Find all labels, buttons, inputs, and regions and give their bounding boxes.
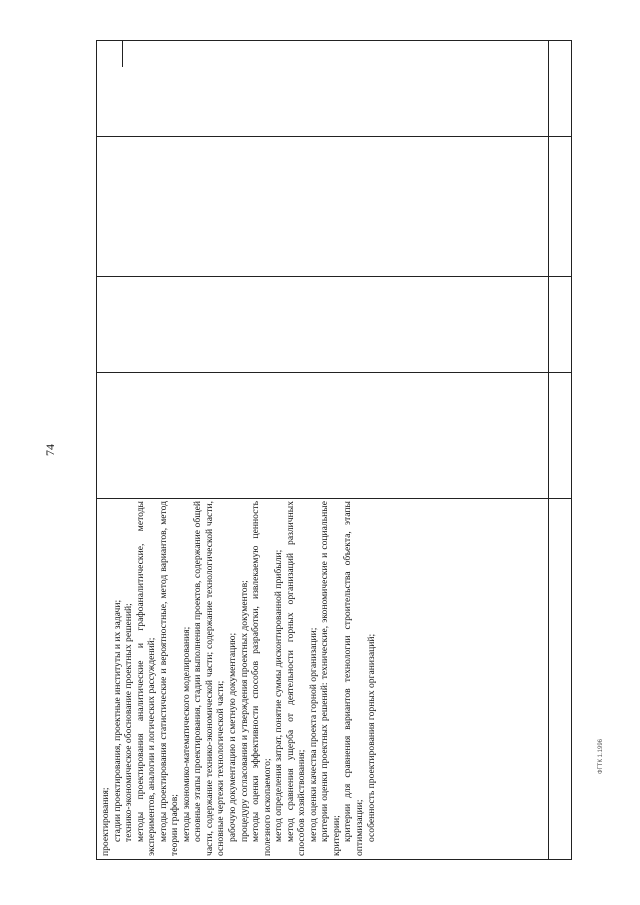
- list-item: методы проектирования аналитические и графоаналитические, методы экспериментов, аналогии и логических рассуждений;: [134, 501, 158, 856]
- content-cell: [99, 498, 569, 859]
- list-item: критерии оценки проектных решений: технические, экономические и социальные критерии;: [319, 501, 342, 856]
- footer-mark: ФГТК 1.1996: [598, 739, 604, 774]
- table-row-divider: [97, 136, 571, 137]
- list-item: стадии проектирования, проектные институты и их задачи;: [111, 599, 123, 842]
- list-item: процедуру согласования и утверждения проектных документов;: [238, 580, 250, 842]
- table-row-divider: [97, 276, 571, 277]
- list-item: особенность проектирования горных организаций;: [365, 633, 377, 842]
- list-item: рабочую документацию и сметную документацию;: [227, 632, 239, 842]
- page-number: 74: [43, 444, 57, 456]
- list-item: метод оценки качества проекта горной организации;: [307, 627, 319, 842]
- list-item: проектирования;: [100, 787, 111, 856]
- list-item: метод определения затрат, понятие суммы дисконтированной прибыли;: [273, 549, 285, 842]
- list-item: методы проектирования статистические и вероятностные, метод вариантов, метод теории графов;: [157, 501, 181, 856]
- list-item: методы экономико-математического моделирования;: [180, 626, 192, 842]
- list-item: методы оценки эффективности способов разработки, извлекаемую ценность полезного ископаемого;: [250, 501, 273, 856]
- content-text: [99, 498, 569, 859]
- list-item: технико-экономическое обоснование проектных решений;: [123, 603, 135, 842]
- table-row-divider: [97, 372, 571, 373]
- list-item: критерии для сравнения вариантов технологии строительства объекта, этапы оптимизации;: [342, 501, 366, 856]
- competency-table: [96, 40, 572, 860]
- list-item: основные этапы проектирования, стадии выполнения проектов, содержание общей части, содержание технико-экономической части; содержание технологической части, основные чертежи технологической части;: [192, 501, 227, 856]
- list-item: метод сравнения ущерба от деятельности горных организаций различных способов хозяйствования;: [284, 501, 308, 856]
- table-column-divider: [122, 41, 123, 67]
